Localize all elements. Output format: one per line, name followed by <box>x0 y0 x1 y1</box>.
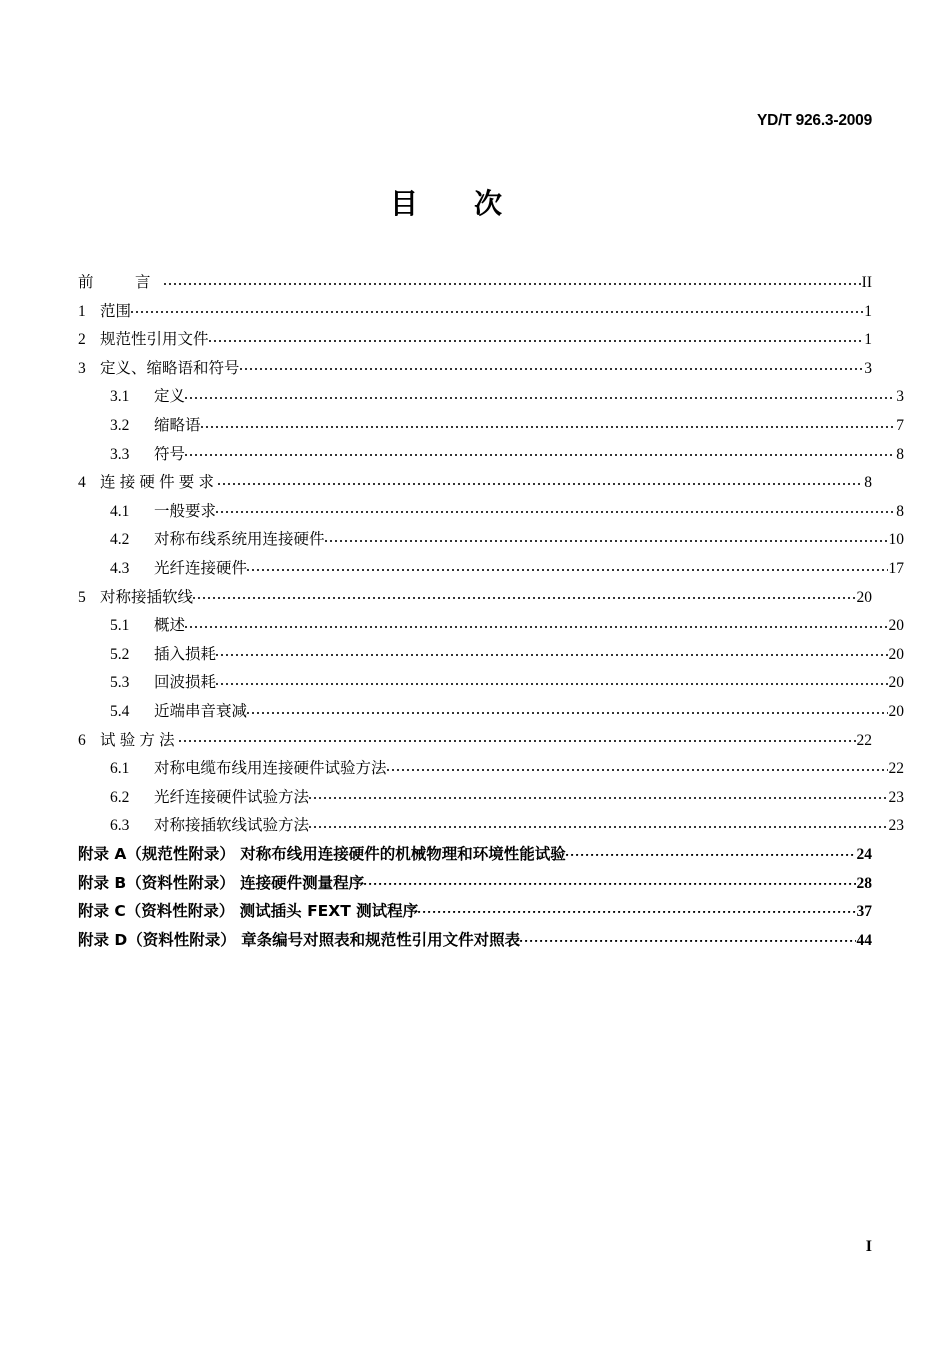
toc-entry-number: 4.1 <box>110 502 130 520</box>
toc-leader-dots <box>387 760 888 774</box>
toc-entry[interactable] <box>78 376 904 405</box>
toc-entry-label: 范围 <box>100 301 132 320</box>
toc-entry-page-number: 1 <box>864 331 872 349</box>
toc-entry-page-number: 17 <box>888 560 904 578</box>
toc-entry-label: 附录 A（规范性附录） 对称布线用连接硬件的机械物理和环境性能试验 <box>78 844 566 863</box>
toc-entry-label: 前 言 <box>78 273 164 292</box>
toc-entry-number: 6 <box>78 731 86 749</box>
toc-leader-dots <box>364 874 855 888</box>
toc-leader-dots <box>216 674 887 688</box>
toc-entry-page-number: 24 <box>856 845 872 863</box>
toc-entry[interactable] <box>78 434 904 463</box>
toc-leader-dots <box>179 731 856 745</box>
toc-entry[interactable] <box>78 405 904 434</box>
toc-entry-number: 4.3 <box>110 560 130 578</box>
toc-entry-label: 对称接插软线试验方法 <box>154 816 310 835</box>
toc-entry-number: 3.1 <box>110 388 130 406</box>
toc-leader-dots <box>309 788 887 802</box>
toc-entry[interactable] <box>78 262 872 291</box>
toc-entry-label: 附录 B（资料性附录） 连接硬件测量程序 <box>78 873 365 892</box>
toc-entry-page-number: 10 <box>888 531 904 549</box>
toc-entry-number: 5.2 <box>110 645 130 663</box>
toc-entry[interactable] <box>78 920 872 949</box>
toc-entry[interactable] <box>78 577 872 606</box>
toc-entry-number: 6.1 <box>110 760 130 778</box>
document-standard-code: YD/T 926.3-2009 <box>756 112 872 129</box>
toc-entry-label: 对称接插软线 <box>100 587 194 606</box>
toc-leader-dots <box>418 903 855 917</box>
toc-leader-dots <box>201 417 896 431</box>
toc-leader-dots <box>131 302 863 316</box>
toc-entry-page-number: 20 <box>888 617 904 635</box>
toc-entry[interactable] <box>78 519 904 548</box>
toc-entry-page-number: 20 <box>888 703 904 720</box>
toc-entry-page-number: 8 <box>864 474 872 492</box>
toc-entry-label: 插入损耗 <box>154 644 217 663</box>
toc-entry-page-number: 8 <box>896 502 904 520</box>
toc-entry-label: 缩略语 <box>154 416 201 435</box>
toc-leader-dots <box>247 703 887 717</box>
toc-entry-label: 概述 <box>154 616 186 635</box>
toc-entry-number: 4.2 <box>110 531 130 549</box>
toc-entry-number: 6.3 <box>110 817 130 835</box>
toc-leader-dots <box>566 845 856 859</box>
toc-entry[interactable] <box>78 662 904 691</box>
toc-entry-number: 3.3 <box>110 445 130 463</box>
toc-entry-number: 2 <box>78 331 86 349</box>
toc-entry-label: 光纤连接硬件 <box>154 559 248 578</box>
toc-entry-label: 对称电缆布线用连接硬件试验方法 <box>154 759 387 778</box>
toc-entry[interactable] <box>78 862 872 891</box>
toc-entry[interactable] <box>78 691 904 720</box>
toc-leader-dots <box>185 388 895 402</box>
toc-entry-page-number: 22 <box>888 760 904 778</box>
toc-entry-label: 定义、缩略语和符号 <box>100 358 240 377</box>
toc-entry[interactable] <box>78 634 904 663</box>
footer-page-number: I <box>865 1238 872 1255</box>
toc-leader-dots <box>216 645 887 659</box>
toc-entry-label: 对称布线系统用连接硬件 <box>154 530 325 549</box>
toc-entry-page-number: 23 <box>888 788 904 806</box>
toc-leader-dots <box>185 617 887 631</box>
toc-entry-label: 符号 <box>154 444 186 463</box>
toc-leader-dots <box>520 931 855 945</box>
toc-entry-page-number: 1 <box>864 302 872 320</box>
toc-entry[interactable] <box>78 548 904 577</box>
toc-entry-label: 一般要求 <box>154 501 217 520</box>
toc-entry[interactable] <box>78 348 872 377</box>
toc-entry-page-number: 20 <box>856 588 872 606</box>
toc-leader-dots <box>193 588 855 602</box>
toc-entry-number: 5 <box>78 588 86 606</box>
toc-leader-dots <box>240 359 864 373</box>
toc-entry[interactable] <box>78 319 872 348</box>
toc-entry-page-number: 7 <box>896 417 904 435</box>
toc-entry-label: 试验方法 <box>100 730 179 749</box>
toc-entry-label: 附录 D（资料性附录） 章条编号对照表和规范性引用文件对照表 <box>78 930 521 949</box>
toc-leader-dots <box>325 531 888 545</box>
toc-entry-page-number: 44 <box>856 931 872 949</box>
toc-entry-page-number: 23 <box>888 817 904 835</box>
toc-entry-page-number: II <box>861 274 872 292</box>
toc-entry-page-number: 28 <box>856 874 872 892</box>
toc-leader-dots <box>216 502 895 516</box>
toc-entry-label: 连接硬件要求 <box>100 473 219 492</box>
toc-entry-label: 定义 <box>154 387 186 406</box>
toc-entry-number: 3 <box>78 359 86 377</box>
toc-leader-dots <box>185 445 895 459</box>
toc-entry[interactable] <box>78 720 872 749</box>
toc-entry-page-number: 22 <box>856 731 872 749</box>
toc-entry[interactable] <box>78 605 904 634</box>
toc-entry-page-number: 37 <box>856 903 872 921</box>
toc-entry-label: 光纤连接硬件试验方法 <box>154 787 310 806</box>
toc-entry-label: 回波损耗 <box>154 673 217 692</box>
toc-entry[interactable] <box>78 491 904 520</box>
toc-leader-dots <box>209 331 864 345</box>
toc-leader-dots <box>247 560 887 574</box>
toc-entry-page-number: 3 <box>864 359 872 377</box>
toc-entry[interactable] <box>78 777 904 806</box>
toc-entry-number: 3.2 <box>110 417 130 435</box>
toc-entry-page-number: 20 <box>888 645 904 663</box>
toc-entry-page-number: 8 <box>896 445 904 463</box>
toc-entry[interactable] <box>78 748 904 777</box>
toc-entry[interactable] <box>78 805 904 834</box>
toc-entry[interactable] <box>78 891 872 920</box>
toc-leader-dots <box>218 474 863 488</box>
toc-leader-dots <box>309 817 887 831</box>
toc-entry-number: 5.3 <box>110 674 130 692</box>
toc-entry-page-number: 20 <box>888 674 904 692</box>
toc-entry-number: 1 <box>78 302 86 320</box>
page-title: 目 次 <box>389 187 516 220</box>
toc-entry-label: 近端串音衰减 <box>154 702 248 720</box>
toc-entry[interactable] <box>78 834 872 863</box>
toc-leader-dots <box>164 274 861 288</box>
toc-entry-number: 4 <box>78 474 86 492</box>
table-of-contents <box>78 262 904 949</box>
toc-entry-number: 5.1 <box>110 617 130 635</box>
toc-entry-page-number: 3 <box>896 388 904 406</box>
toc-entry[interactable] <box>78 462 872 491</box>
toc-entry-number: 5.4 <box>110 703 130 720</box>
toc-entry[interactable] <box>78 291 872 320</box>
toc-entry-number: 6.2 <box>110 788 130 806</box>
toc-entry-label: 规范性引用文件 <box>100 330 209 349</box>
toc-entry-label: 附录 C（资料性附录） 测试插头 FEXT 测试程序 <box>78 902 419 921</box>
